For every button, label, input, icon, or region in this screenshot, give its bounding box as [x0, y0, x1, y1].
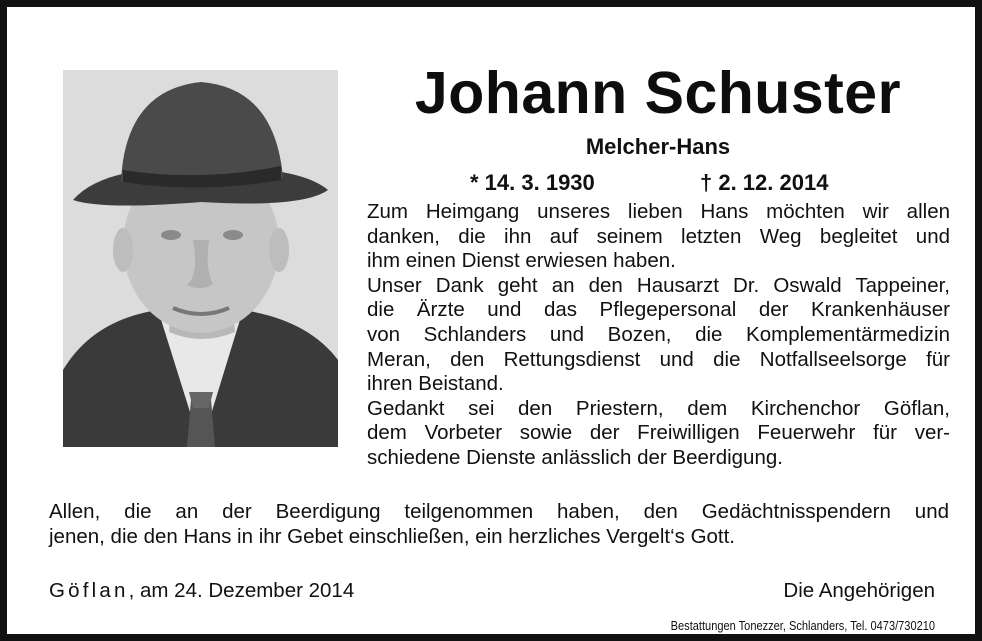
- death-date: † 2. 12. 2014: [700, 170, 829, 195]
- place-date: [49, 579, 354, 603]
- undertaker-info: Bestattungen Tonezzer, Schlanders, Tel. 0473/730210: [670, 618, 935, 633]
- relatives-signature: Die Angehörigen: [783, 579, 935, 602]
- closing-line: Allen, die an der Beerdigung teilgenommen haben, den Gedächtnisspendern und: [49, 500, 949, 523]
- closing-text: [49, 499, 949, 549]
- portrait-photo: [63, 70, 338, 447]
- thanks-line: ihm einen Dienst erwiesen haben.: [367, 249, 676, 273]
- thanks-line: Zum Heimgang unseres lieben Hans möchten wir allen: [367, 200, 950, 223]
- place: Göflan: [49, 579, 129, 602]
- thanks-text: [367, 200, 950, 471]
- thanks-line: Unser Dank geht an den Hausarzt Dr. Oswald Tappeiner,: [367, 273, 950, 297]
- thanks-line: ihren Beistand.: [367, 372, 504, 396]
- closing-line: jenen, die den Hans in ihr Gebet einschließen, ein herzliches Vergelt‘s Gott.: [49, 525, 735, 548]
- thanks-line: von Schlanders und Bozen, die Komplementärmedizin: [367, 322, 950, 346]
- thanks-line: die Ärzte und das Pflegepersonal der Krankenhäuser: [367, 298, 950, 322]
- thanks-line: Meran, den Rettungsdienst und die Notfallseelsorge für: [367, 347, 950, 371]
- thanks-line: danken, die ihn auf seinem letzten Weg begleitet und: [367, 224, 950, 248]
- thanks-line: schiedene Dienste anlässlich der Beerdigung.: [367, 445, 783, 469]
- birth-date: * 14. 3. 1930: [470, 170, 595, 195]
- thanks-line: Gedankt sei den Priestern, dem Kirchenchor Göflan,: [367, 396, 950, 420]
- deceased-nickname: Melcher-Hans: [585, 134, 731, 159]
- date: , am 24. Dezember 2014: [128, 579, 355, 602]
- portrait-image: [63, 70, 338, 447]
- deceased-name: Johann Schuster: [414, 60, 902, 126]
- thanks-line: dem Vorbeter sowie der Freiwilligen Feuerwehr für ver-: [367, 421, 950, 445]
